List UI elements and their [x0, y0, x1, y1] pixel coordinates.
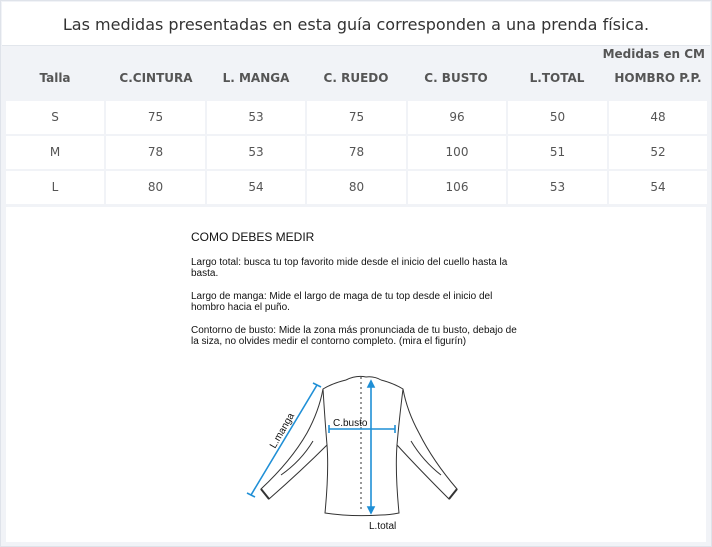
- sleeve-label: L.manga: [268, 411, 298, 451]
- size-cell: S: [6, 101, 104, 134]
- size-cell: L: [6, 171, 104, 204]
- total-length-label: L.total: [369, 521, 397, 532]
- units-label: Medidas en CM: [602, 47, 705, 61]
- bust-cell: 100: [408, 136, 506, 169]
- garment-figure: [241, 371, 471, 536]
- guide-paragraph-total: Largo total: busca tu top favorito mide desde el inicio del cuello hasta la basta.: [191, 257, 508, 279]
- garment-outline: [261, 380, 457, 516]
- column-header-ruedo: C. RUEDO: [323, 71, 389, 85]
- waist-cell: 78: [106, 136, 205, 169]
- column-header-talla: Talla: [39, 71, 71, 85]
- shoulder-cell: 48: [609, 101, 707, 134]
- bust-cell: 106: [408, 171, 506, 204]
- sleeve-measure-line: [251, 385, 317, 495]
- column-header-hombro: HOMBRO P.P.: [614, 71, 702, 85]
- waist-cell: 75: [106, 101, 205, 134]
- hem-cell: 75: [307, 101, 406, 134]
- column-header-cintura: C.CINTURA: [119, 71, 193, 85]
- sleeve-cell: 53: [207, 101, 305, 134]
- hem-cell: 80: [307, 171, 406, 204]
- guide-paragraph-bust: Contorno de busto: Mide la zona más pronunciada de tu busto, debajo de la siza, no olvides medir el contorno completo. (mira el figurín): [191, 325, 517, 347]
- size-cell: M: [6, 136, 104, 169]
- page-title: Las medidas presentadas en esta guía corresponden a una prenda física.: [2, 2, 710, 46]
- column-header-total: L.TOTAL: [529, 71, 585, 85]
- sleeve-cell: 54: [207, 171, 305, 204]
- bust-cell: 96: [408, 101, 506, 134]
- hem-cell: 78: [307, 136, 406, 169]
- total-length-cell: 51: [508, 136, 607, 169]
- guide-title: COMO DEBES MEDIR: [191, 230, 315, 244]
- total-length-cell: 50: [508, 101, 607, 134]
- shoulder-cell: 54: [609, 171, 707, 204]
- sleeve-cell: 53: [207, 136, 305, 169]
- bust-label: C.busto: [333, 418, 368, 429]
- guide-paragraph-sleeve: Largo de manga: Mide el largo de maga de tu top desde el inicio del hombro hacia el puño.: [191, 291, 493, 313]
- waist-cell: 80: [106, 171, 205, 204]
- column-header-busto: C. BUSTO: [424, 71, 488, 85]
- column-header-manga: L. MANGA: [222, 71, 290, 85]
- shoulder-cell: 52: [609, 136, 707, 169]
- neckline: [346, 376, 381, 380]
- total-length-cell: 53: [508, 171, 607, 204]
